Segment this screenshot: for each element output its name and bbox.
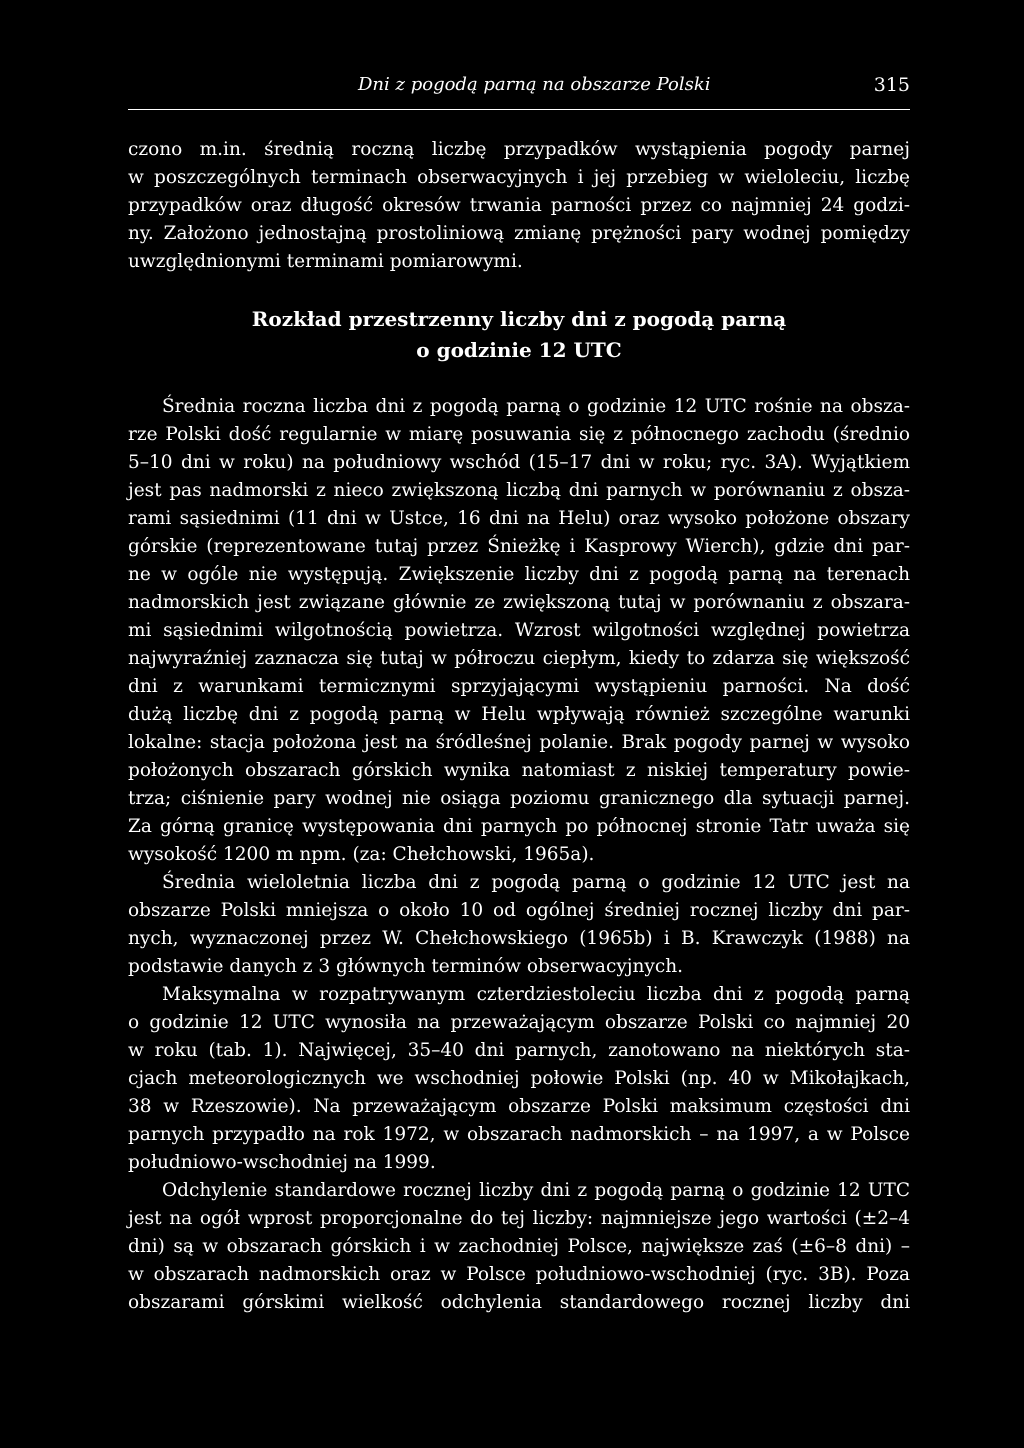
text-line: najwyraźniej zaznacza się tutaj w półroczu ciepłym, kiedy to zdarza się większość xyxy=(128,648,910,669)
text-line: dużą liczbę dni z pogodą parną w Helu wpływają również szczególne warunki xyxy=(128,704,910,725)
text-line: przypadków oraz długość okresów trwania parności przez co najmniej 24 godzi- xyxy=(128,195,910,216)
section-heading-line-2: o godzinie 12 UTC xyxy=(416,338,622,362)
page-number: 315 xyxy=(873,74,910,96)
body-text xyxy=(128,136,910,1317)
section-heading-line-1: Rozkład przestrzenny liczby dni z pogodą parną xyxy=(251,307,787,331)
text-line: trza; ciśnienie pary wodnej nie osiąga poziomu granicznego dla sytuacji parnej. xyxy=(128,788,910,809)
text-line: w obszarach nadmorskich oraz w Polsce południowo-wschodniej (ryc. 3B). Poza xyxy=(128,1264,910,1285)
text-line: dni z warunkami termicznymi sprzyjającymi wystąpieniu parności. Na dość xyxy=(128,676,910,697)
text-line: cjach meteorologicznych we wschodniej połowie Polski (np. 40 w Mikołajkach, xyxy=(128,1068,910,1089)
paragraph-4 xyxy=(128,1177,910,1317)
paragraph-3 xyxy=(128,981,910,1177)
text-line: Średnia roczna liczba dni z pogodą parną o godzinie 12 UTC rośnie na obsza- xyxy=(162,396,910,417)
text-line: 5–10 dni w roku) na południowy wschód (15–17 dni w roku; ryc. 3A). Wyjątkiem xyxy=(128,452,910,473)
header-rule xyxy=(128,109,910,110)
text-line: uwzględnionymi terminami pomiarowymi. xyxy=(128,251,523,272)
text-line: rze Polski dość regularnie w miarę posuwania się z północnego zachodu (średnio xyxy=(128,424,910,445)
text-line: Maksymalna w rozpatrywanym czterdziestoleciu liczba dni z pogodą parną xyxy=(162,984,910,1005)
running-title: Dni z pogodą parną na obszarze Polski xyxy=(358,74,711,95)
page-header xyxy=(128,74,910,102)
text-line: nadmorskich jest związane głównie ze zwiększoną tutaj w porównaniu z obszara- xyxy=(128,592,910,613)
text-line: Średnia wieloletnia liczba dni z pogodą parną o godzinie 12 UTC jest na xyxy=(162,872,910,893)
text-line: lokalne: stacja położona jest na śródleśnej polanie. Brak pogody parnej w wysoko xyxy=(128,732,910,753)
text-line: parnych przypadło na rok 1972, w obszarach nadmorskich – na 1997, a w Polsce xyxy=(128,1124,910,1145)
text-line: nych, wyznaczonej przez W. Chełchowskiego (1965b) i B. Krawczyk (1988) na xyxy=(128,928,910,949)
section-heading xyxy=(128,304,910,366)
text-line: obszarami górskimi wielkość odchylenia standardowego rocznej liczby dni xyxy=(128,1292,910,1313)
text-line: wysokość 1200 m npm. (za: Chełchowski, 1965a). xyxy=(128,844,595,865)
paragraph-2 xyxy=(128,869,910,981)
text-line: w roku (tab. 1). Najwięcej, 35–40 dni parnych, zanotowano na niektórych sta- xyxy=(128,1040,910,1061)
text-line: południowo-wschodniej na 1999. xyxy=(128,1152,436,1173)
text-line: obszarze Polski mniejsza o około 10 od ogólnej średniej rocznej liczby dni par- xyxy=(128,900,910,921)
text-line: położonych obszarach górskich wynika natomiast z niskiej temperatury powie- xyxy=(128,760,910,781)
text-line: ne w ogóle nie występują. Zwiększenie liczby dni z pogodą parną na terenach xyxy=(128,564,910,585)
text-line: jest na ogół wprost proporcjonalne do tej liczby: najmniejsze jego wartości (±2–4 xyxy=(128,1208,910,1229)
text-line: Za górną granicę występowania dni parnych po północnej stronie Tatr uważa się xyxy=(128,816,910,837)
intro-paragraph xyxy=(128,136,910,276)
text-line: ny. Założono jednostajną prostoliniową zmianę prężności pary wodnej pomiędzy xyxy=(128,223,910,244)
text-line: podstawie danych z 3 głównych terminów obserwacyjnych. xyxy=(128,956,684,977)
text-line: górskie (reprezentowane tutaj przez Śnieżkę i Kasprowy Wierch), gdzie dni par- xyxy=(128,536,910,557)
paragraph-1 xyxy=(128,393,910,869)
text-line: 38 w Rzeszowie). Na przeważającym obszarze Polski maksimum częstości dni xyxy=(128,1096,910,1117)
text-line: jest pas nadmorski z nieco zwiększoną liczbą dni parnych w porównaniu z obsza- xyxy=(128,480,910,501)
text-line: czono m.in. średnią roczną liczbę przypadków wystąpienia pogody parnej xyxy=(128,139,910,160)
text-line: mi sąsiednimi wilgotnością powietrza. Wzrost wilgotności względnej powietrza xyxy=(128,620,910,641)
text-line: Odchylenie standardowe rocznej liczby dni z pogodą parną o godzinie 12 UTC xyxy=(162,1180,910,1201)
text-line: dni) są w obszarach górskich i w zachodniej Polsce, największe zaś (±6–8 dni) – xyxy=(128,1236,910,1257)
text-line: o godzinie 12 UTC wynosiła na przeważającym obszarze Polski co najmniej 20 xyxy=(128,1012,910,1033)
text-line: w poszczególnych terminach obserwacyjnych i jej przebieg w wieloleciu, liczbę xyxy=(128,167,910,188)
text-line: rami sąsiednimi (11 dni w Ustce, 16 dni na Helu) oraz wysoko położone obszary xyxy=(128,508,910,529)
